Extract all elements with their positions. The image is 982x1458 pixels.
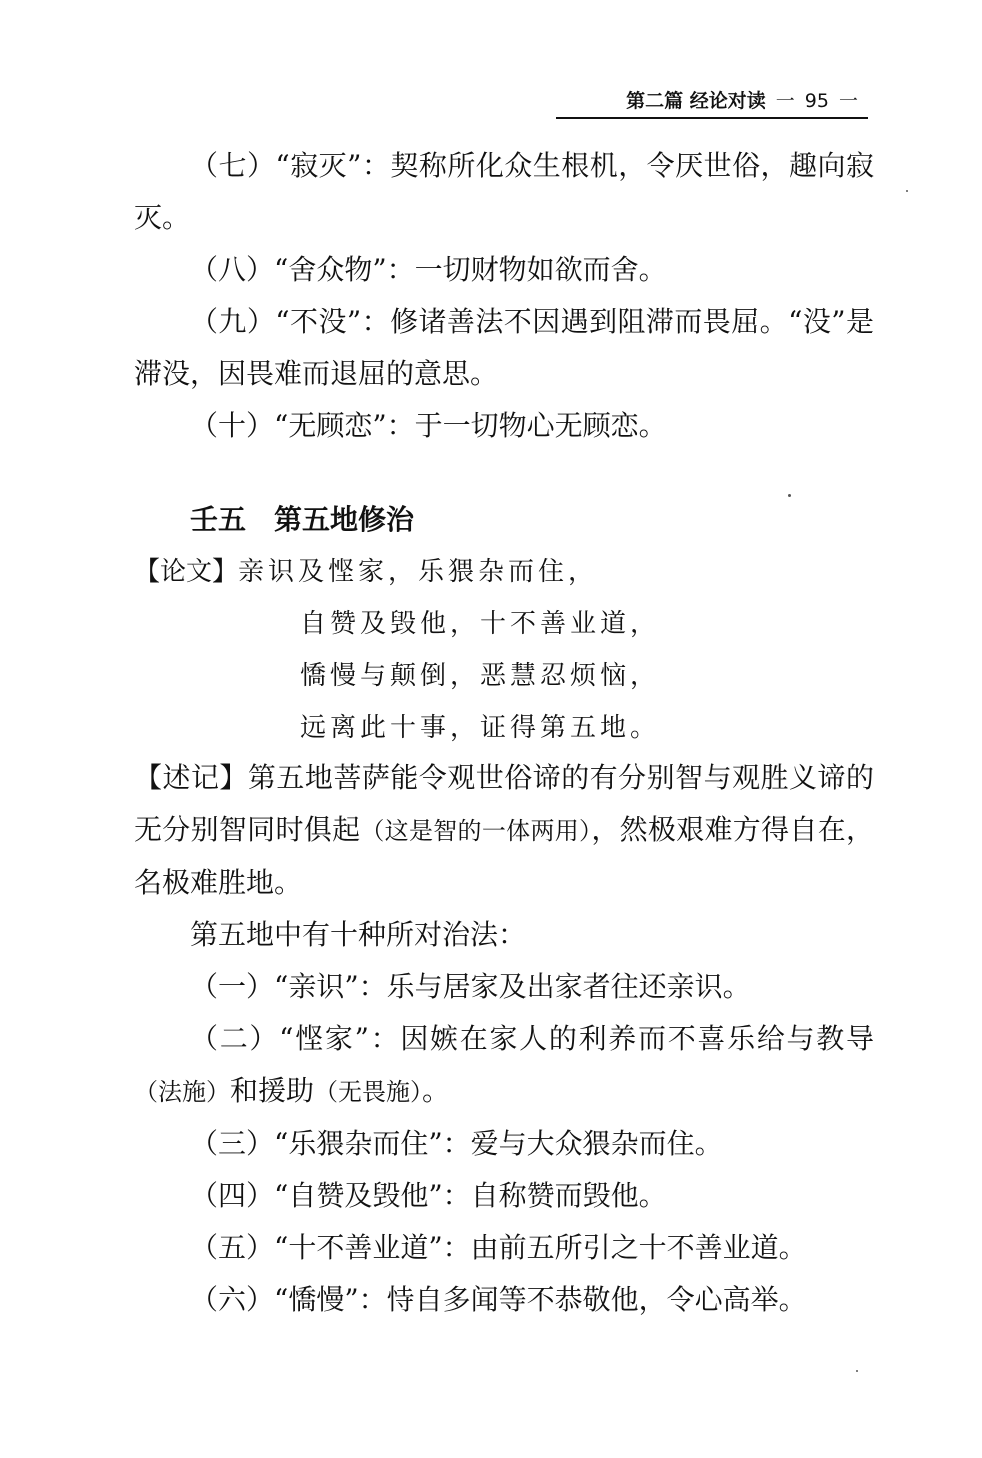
page-number: 95 xyxy=(804,90,829,112)
header-dash-left: 一 xyxy=(775,90,795,112)
item-7: （七）“寂灭”：契称所化众生根机，令厌世俗，趣向寂灭。 xyxy=(134,149,874,234)
item-8: （八）“舍众物”：一切财物如欲而舍。 xyxy=(190,253,667,286)
commentary-tag: 【述记】 xyxy=(134,761,248,794)
item-3: （三）“乐猥杂而住”：爱与大众猥杂而住。 xyxy=(190,1127,723,1160)
commentary-block xyxy=(134,752,874,1326)
item-1: （一）“亲识”：乐与居家及出家者往还亲识。 xyxy=(190,970,751,1003)
running-header xyxy=(556,86,868,119)
scan-speck xyxy=(906,190,908,192)
item-2: （二）“悭家”：因嫉在家人的利养而不喜乐给与教导（法施）和援助（无畏施）。 xyxy=(134,1022,874,1107)
commentary: 【述记】第五地菩萨能令观世俗谛的有分别智与观胜义谛的无分别智同时俱起（这是智的一体两用），然极艰难方得自在，名极难胜地。 xyxy=(134,761,874,899)
section-heading-block xyxy=(134,494,874,546)
verse-line-3: 憍慢与颠倒，恶慧忍烦恼， xyxy=(300,661,661,691)
scan-speck xyxy=(788,494,791,497)
header-title: 第二篇 经论对读 xyxy=(626,90,766,112)
item-6: （六）“憍慢”：恃自多闻等不恭敬他，令心高举。 xyxy=(190,1283,807,1316)
intro-line: 第五地中有十种所对治法： xyxy=(190,918,527,951)
item-9: （九）“不没”：修诸善法不因遇到阻滞而畏屈。“没”是滞没，因畏难而退屈的意思。 xyxy=(134,305,874,390)
item-10: （十）“无顾恋”：于一切物心无顾恋。 xyxy=(190,409,667,442)
header-dash-right: 一 xyxy=(838,90,858,112)
section-heading: 壬五 第五地修治 xyxy=(190,503,415,536)
verse-line-1: 【论文】亲识及悭家，乐猥杂而住， xyxy=(134,557,599,587)
scan-speck xyxy=(856,1370,858,1372)
section-1-text xyxy=(134,140,874,452)
commentary-note: （这是智的一体两用） xyxy=(360,817,592,845)
verse-line-4: 远离此十事，证得第五地。 xyxy=(300,713,661,743)
item-4: （四）“自赞及毁他”：自称赞而毁他。 xyxy=(190,1179,667,1212)
item-5: （五）“十不善业道”：由前五所引之十不善业道。 xyxy=(190,1231,807,1264)
verse-line-2: 自赞及毁他，十不善业道， xyxy=(300,609,661,639)
verse-block xyxy=(134,546,874,754)
verse-tag: 【论文】 xyxy=(134,557,239,587)
